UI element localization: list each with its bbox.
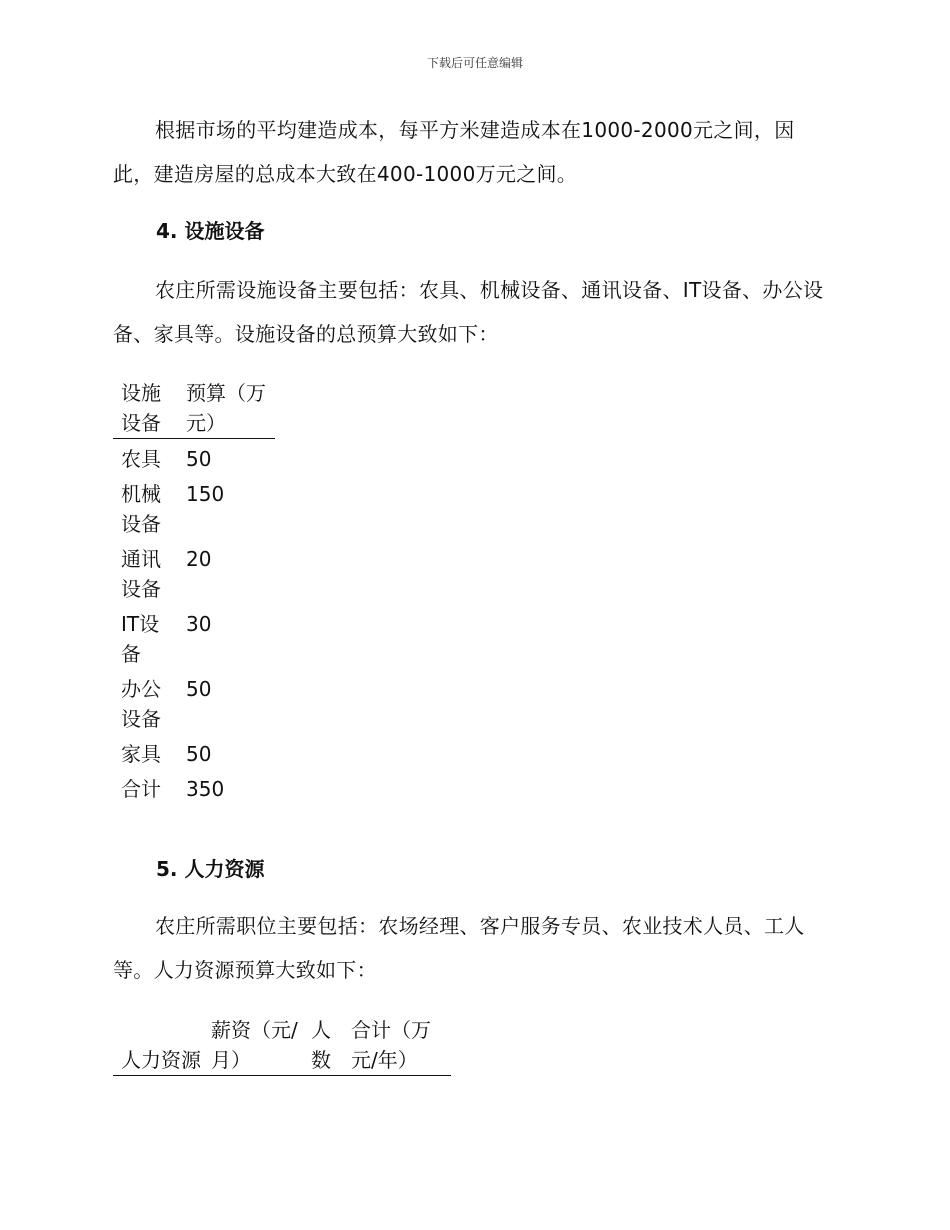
- table-row-total: [113, 769, 275, 804]
- table-cell: 机械设备: [121, 482, 161, 536]
- table-cell: 合计: [121, 777, 161, 801]
- table-header-row: [113, 378, 275, 439]
- table-row: [113, 539, 275, 604]
- table-row: [113, 439, 275, 475]
- column-header-equipment: 设施设备: [113, 378, 178, 439]
- page-header: 下载后可任意编辑: [426, 56, 523, 70]
- table-cell: 50: [186, 677, 212, 701]
- paragraph-construction-cost: 根据市场的平均建造成本，每平方米建造成本在1000-2000元之间，因此，建造房屋的总成本大致在400-1000万元之间。: [113, 118, 795, 186]
- column-header-salary: 薪资（元/月）: [203, 1015, 303, 1076]
- column-header-role: 人力资源: [113, 1015, 203, 1076]
- equipment-budget-table: [113, 378, 275, 804]
- column-header-budget: 预算（万元）: [178, 378, 275, 439]
- table-row: [113, 474, 275, 539]
- table-cell: IT设备: [121, 612, 160, 666]
- column-header-annual-total: 合计（万元/年）: [343, 1015, 451, 1076]
- table-cell: 30: [186, 612, 212, 636]
- column-header-headcount: 人数: [303, 1015, 343, 1076]
- hr-budget-table: [113, 1015, 451, 1076]
- table-cell: 150: [186, 482, 225, 506]
- table-cell: 家具: [121, 742, 161, 766]
- table-cell: 50: [186, 447, 212, 471]
- heading-human-resources: 5. 人力资源: [156, 857, 265, 881]
- paragraph-facilities-intro: 农庄所需设施设备主要包括：农具、机械设备、通讯设备、IT设备、办公设备、家具等。设施设备的总预算大致如下：: [113, 278, 824, 346]
- table-row: [113, 734, 275, 769]
- paragraph-hr-intro: 农庄所需职位主要包括：农场经理、客户服务专员、农业技术人员、工人等。人力资源预算大致如下：: [113, 914, 805, 982]
- table-cell: 农具: [121, 447, 161, 471]
- heading-facilities: 4. 设施设备: [156, 219, 265, 243]
- table-row: [113, 604, 275, 669]
- table-cell: 350: [186, 777, 225, 801]
- table-cell: 50: [186, 742, 212, 766]
- table-cell: 办公设备: [121, 677, 161, 731]
- table-header-row: [113, 1015, 451, 1076]
- table-cell: 20: [186, 547, 212, 571]
- table-row: [113, 669, 275, 734]
- table-cell: 通讯设备: [121, 547, 161, 601]
